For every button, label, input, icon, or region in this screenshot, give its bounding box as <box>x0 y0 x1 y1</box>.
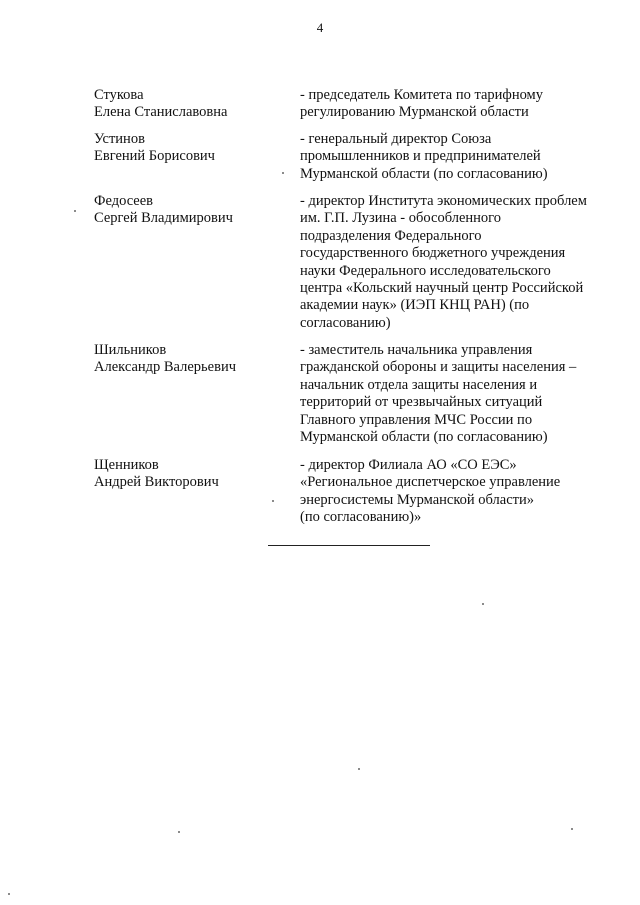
member-role <box>300 193 610 332</box>
scan-speck <box>272 500 274 502</box>
role-line: науки Федерального исследовательского <box>300 262 551 279</box>
role-line: согласованию) <box>300 314 391 331</box>
role-line: промышленников и предпринимателей <box>300 148 541 165</box>
member-given-names: Андрей Викторович <box>94 474 219 491</box>
member-given-names: Евгений Борисович <box>94 148 215 165</box>
role-line: начальник отдела защиты населения и <box>300 376 538 393</box>
role-line: подразделения Федерального <box>300 227 482 244</box>
role-line: им. Г.П. Лузина - обособленного <box>300 210 501 227</box>
role-line: «Региональное диспетчерское управление <box>300 474 561 491</box>
role-line: Главного управления МЧС России по <box>300 411 533 428</box>
member-given-names: Александр Валерьевич <box>94 359 236 376</box>
role-line: - председатель Комитета по тарифному <box>300 87 543 103</box>
member-surname: Устинов <box>94 131 145 147</box>
scan-speck <box>282 172 284 174</box>
page-number: 4 <box>316 20 324 35</box>
member-role <box>300 87 610 122</box>
member-given-names: Сергей Владимирович <box>94 210 233 227</box>
role-line: территорий от чрезвычайных ситуаций <box>300 394 543 411</box>
closing-rule <box>268 545 430 546</box>
role-line: - директор Филиала АО «СО ЕЭС» <box>300 457 517 473</box>
role-line: Мурманской области (по согласованию) <box>300 165 548 182</box>
member-role <box>300 131 610 183</box>
member-role <box>300 457 610 527</box>
scan-speck <box>178 831 180 833</box>
role-line: - генеральный директор Союза <box>300 131 492 147</box>
scan-speck <box>571 828 573 830</box>
role-line: регулированию Мурманской области <box>300 104 529 121</box>
member-name <box>94 131 284 166</box>
scan-speck <box>8 893 10 895</box>
scan-speck <box>358 768 360 770</box>
role-line: государственного бюджетного учреждения <box>300 245 566 262</box>
scan-speck <box>482 603 484 605</box>
member-given-names: Елена Станиславовна <box>94 104 228 121</box>
member-surname: Федосеев <box>94 193 154 209</box>
role-line: академии наук» (ИЭП КНЦ РАН) (по <box>300 297 530 314</box>
member-surname: Стукова <box>94 87 144 103</box>
member-name <box>94 193 284 228</box>
role-line: Мурманской области (по согласованию) <box>300 429 548 446</box>
member-role <box>300 342 610 446</box>
scan-speck <box>74 210 76 212</box>
role-line: (по согласованию)» <box>300 509 422 526</box>
role-line: энергосистемы Мурманской области» <box>300 491 534 508</box>
role-line: центра «Кольский научный центр Российской <box>300 280 584 297</box>
member-name <box>94 87 284 122</box>
member-name <box>94 457 284 492</box>
role-line: - заместитель начальника управления <box>300 342 533 358</box>
member-name <box>94 342 284 377</box>
member-surname: Шильников <box>94 342 167 358</box>
member-surname: Щенников <box>94 457 159 473</box>
role-line: гражданской обороны и защиты населения – <box>300 359 577 376</box>
role-line: - директор Института экономических проблем <box>300 193 587 209</box>
